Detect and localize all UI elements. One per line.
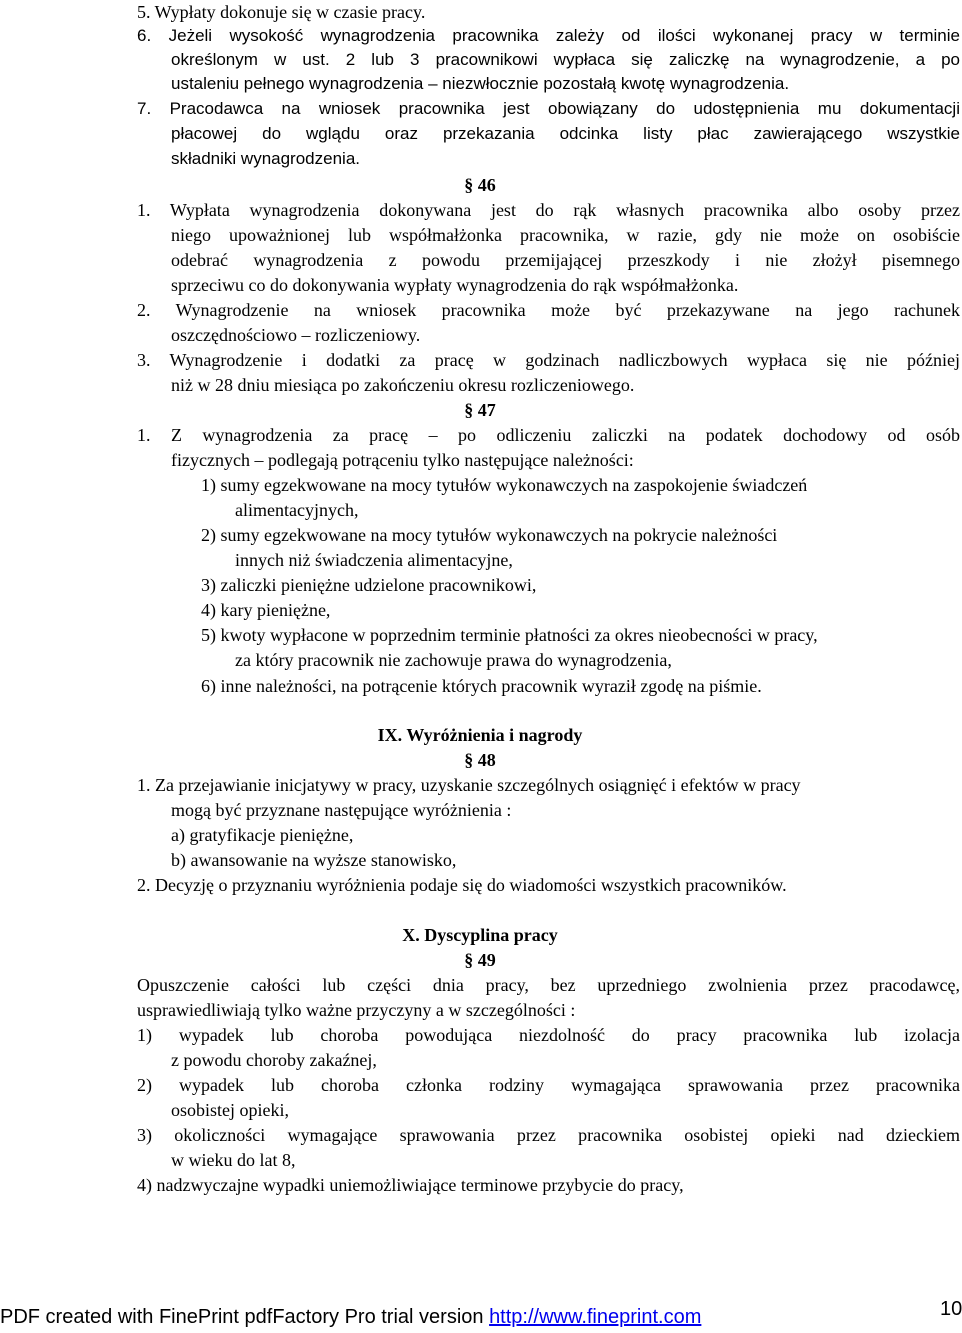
text-line: 3. Wynagrodzenie i dodatki za pracę w godzinach nadliczbowych wypłaca się nie później	[137, 350, 960, 370]
text-line: 1) wypadek lub choroba powodująca niezdolność do pracy pracownika lub izolacja	[137, 1025, 960, 1045]
text-line: a) gratyfikacje pieniężne,	[171, 825, 354, 845]
text-line: określonym w ust. 2 lub 3 pracownikowi wypłaca się zaliczkę na wynagrodzenie, a po	[171, 50, 960, 69]
text-line: odebrać wynagrodzenia z powodu przemijającej przeszkody i nie złożył pisemnego	[171, 250, 960, 270]
text-line: niż w 28 dniu miesiąca po zakończeniu okresu rozliczeniowego.	[171, 375, 635, 395]
text-line: 4) nadzwyczajne wypadki uniemożliwiające terminowe przybycie do pracy,	[137, 1175, 684, 1195]
text-line: 1. Z wynagrodzenia za pracę – po odliczeniu zaliczki na podatek dochodowy od osób	[137, 425, 960, 445]
text-line: z powodu choroby zakaźnej,	[171, 1050, 377, 1070]
text-line: 2. Decyzję o przyznaniu wyróżnienia podaje się do wiadomości wszystkich pracowników.	[137, 875, 787, 895]
text-line: innych niż świadczenia alimentacyjne,	[235, 550, 513, 570]
text-line: 5. Wypłaty dokonuje się w czasie pracy.	[137, 2, 426, 22]
text-line: fizycznych – podlegają potrąceniu tylko następujące należności:	[171, 450, 634, 470]
section-heading: § 47	[464, 400, 496, 420]
section-heading: X. Dyscyplina pracy	[402, 925, 558, 945]
text-line: 1. Wypłata wynagrodzenia dokonywana jest do rąk własnych pracownika albo osoby przez	[137, 200, 960, 220]
footer-text: PDF created with FinePrint pdfFactory Pro trial version	[0, 1306, 490, 1328]
text-line: b) awansowanie na wyższe stanowisko,	[171, 850, 457, 870]
text-line: za który pracownik nie zachowuje prawa do wynagrodzenia,	[235, 650, 672, 670]
text-line: usprawiedliwiają tylko ważne przyczyny a w szczególności :	[137, 1000, 576, 1020]
text-line: Opuszczenie całości lub części dnia pracy, bez uprzedniego zwolnienia przez pracodawcę,	[137, 975, 960, 995]
text-line: 3) okoliczności wymagające sprawowania przez pracownika osobistej opieki nad dzieckiem	[137, 1125, 960, 1145]
pdf-footer	[0, 1304, 701, 1330]
section-heading: IX. Wyróżnienia i nagrody	[377, 725, 583, 745]
text-line: 2) sumy egzekwowane na mocy tytułów wykonawczych na pokrycie należności	[201, 525, 778, 545]
text-line: ustaleniu pełnego wynagrodzenia – niezwłocznie pozostałą kwotę wynagrodzenia.	[171, 74, 790, 93]
text-line: 4) kary pieniężne,	[201, 600, 331, 620]
text-line: 7. Pracodawca na wniosek pracownika jest obowiązany do udostępnienia mu dokumentacji	[137, 99, 960, 118]
text-line: w wieku do lat 8,	[171, 1150, 296, 1170]
text-line: 1. Za przejawianie inicjatywy w pracy, uzyskanie szczególnych osiągnięć i efektów w pracy	[137, 775, 801, 795]
text-line: oszczędnościowo – rozliczeniowy.	[171, 325, 421, 345]
text-line: 2. Wynagrodzenie na wniosek pracownika może być przekazywane na jego rachunek	[137, 300, 960, 320]
text-line: mogą być przyznane następujące wyróżnienia :	[171, 800, 512, 820]
section-heading: § 46	[464, 175, 496, 195]
footer-link[interactable]: http://www.fineprint.com	[489, 1306, 702, 1328]
text-line: składniki wynagrodzenia.	[171, 149, 360, 168]
text-line: 6) inne należności, na potrącenie których pracownik wyraził zgodę na piśmie.	[201, 676, 762, 696]
text-line: płacowej do wglądu oraz przekazania odcinka listy płac zawierającego wszystkie	[171, 124, 960, 143]
text-line: 5) kwoty wypłacone w poprzednim terminie płatności za okres nieobecności w pracy,	[201, 625, 818, 645]
text-line: sprzeciwu co do dokonywania wypłaty wynagrodzenia do rąk współmałżonka.	[171, 275, 739, 295]
text-line: alimentacyjnych,	[235, 500, 359, 520]
text-line: niego upoważnionej lub współmałżonka pracownika, w razie, gdy nie może on osobiście	[171, 225, 960, 245]
section-heading: § 49	[464, 950, 496, 970]
text-line: 3) zaliczki pieniężne udzielone pracownikowi,	[201, 575, 537, 595]
text-line: osobistej opieki,	[171, 1100, 289, 1120]
text-line: 2) wypadek lub choroba członka rodziny wymagająca sprawowania przez pracownika	[137, 1075, 960, 1095]
text-line: 6. Jeżeli wysokość wynagrodzenia pracownika zależy od ilości wykonanej pracy w terminie	[137, 26, 960, 45]
text-line: 1) sumy egzekwowane na mocy tytułów wykonawczych na zaspokojenie świadczeń	[201, 475, 808, 495]
page-number: 10	[940, 1298, 962, 1320]
section-heading: § 48	[464, 750, 496, 770]
